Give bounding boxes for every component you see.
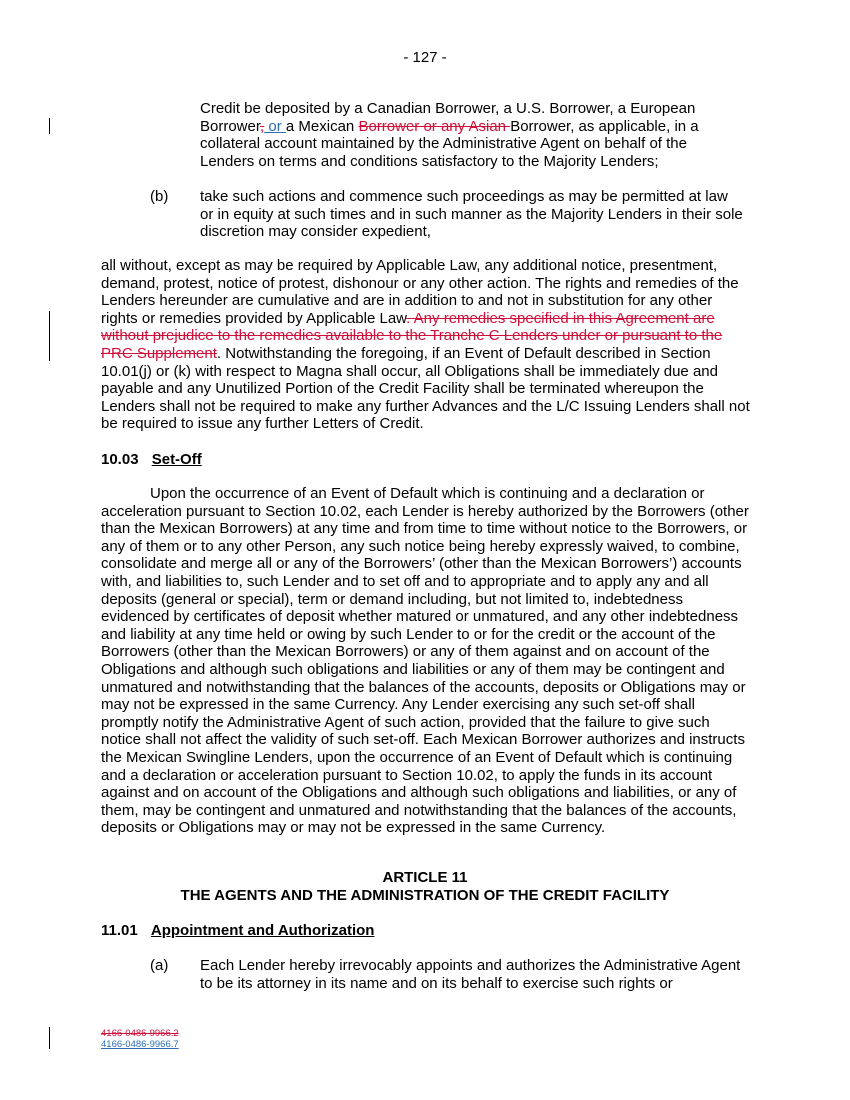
paragraph-continuation: Credit be deposited by a Canadian Borrower, a U.S. Borrower, a European Borrower, or a Mexican Borrower or any Asian Borrower, as applicable, in a collateral account maintained by the Administrative Agent on behalf of the Lenders on terms and conditions satisfactory to the Majority Lenders; xyxy=(200,100,699,170)
item-b-text: take such actions and commence such proceedings as may be permitted at law or in equity at such times and in such manner as the Majority Lenders in their sole discretion may consider expedient, xyxy=(200,188,743,241)
section-number: 11.01 xyxy=(101,922,138,939)
section-title: Set-Off xyxy=(151,451,202,468)
article-title: THE AGENTS AND THE ADMINISTRATION OF THE CREDIT FACILITY xyxy=(180,887,670,904)
section-heading-1101 xyxy=(101,922,374,940)
footer-inserted-doc-id: 4166-0486-9966.7 xyxy=(101,1039,179,1050)
item-b-label: (b) xyxy=(150,188,169,205)
deleted-text: . Any remedies specified in this Agreement are without prejudice to the remedies available to the Tranche C Lenders under or pursuant to the PRC Supplement xyxy=(101,309,723,362)
paragraph-remedies: all without, except as may be required by Applicable Law, any additional notice, presentment, demand, protest, notice of protest, dishonour or any other action. The rights and remedies of the Lenders hereunder are cumulative and are in addition to and not in substitution for any other rights or remedies provided by Applicable Law. Any remedies specified in this Agreement are without prejudice to the remedies available to the Tranche C Lenders under or pursuant to the PRC Supplement. Notwithstanding the foregoing, if an Event of Default described in Section 10.01(j) or (k) with respect to Magna shall occur, all Obligations shall be immediately due and payable and any Unutilized Portion of the Credit Facility shall be terminated whereupon the Lenders shall not be required to make any further Advances and the L/C Issuing Lenders shall not be required to issue any further Letters of Credit. xyxy=(101,257,750,433)
section-title: Appointment and Authorization xyxy=(150,922,375,939)
deleted-text: , xyxy=(260,117,265,135)
set-off-paragraph: Upon the occurrence of an Event of Default which is continuing and a declaration or acceleration pursuant to Section 10.02, each Lender is hereby authorized by the Borrowers (other than the Mexican Borrowers) at any time and from time to time without notice to the Borrowers, or any of them or to any other Person, any such notice being hereby expressly waived, to combine, consolidate and merge all or any of the Borrowers’ (other than the Mexican Borrowers’) accounts with, and liabilities to, such Lender and to set off and to appropriate and to apply any and all deposits (general or special), term or demand including, but not limited to, indebtedness evidenced by certificates of deposit whether matured or unmatured, and any other indebtedness and liability at any time held or owing by such Lender to or for the credit or the account of the Borrowers (other than the Mexican Borrowers) or any of them against and on account of the Obligations and although such obligations and liabilities or any of them may be contingent and unmatured and notwithstanding that the balances of the accounts, deposits or Obligations may or may not be expressed in the same Currency. Any Lender exercising any such set-off shall promptly notify the Administrative Agent of such action, provided that the failure to give such notice shall not affect the validity of such set-off. Each Mexican Borrower authorizes and instructs the Mexican Swingline Lenders, upon the occurrence of an Event of Default which is continuing and a declaration or acceleration pursuant to Section 10.02, to apply the funds in its account against and on account of the Obligations and although such obligations and liabilities, or any of them, may be contingent and unmatured and notwithstanding that the balances of the accounts, deposits or Obligations may or may not be expressed in the same Currency. xyxy=(101,485,749,837)
article-number: ARTICLE 11 xyxy=(382,869,468,886)
deleted-text: Borrower or any Asian xyxy=(358,117,511,135)
item-a-label: (a) xyxy=(150,957,169,974)
change-bar xyxy=(49,311,50,361)
change-bar xyxy=(49,1027,50,1049)
change-bar xyxy=(49,118,50,134)
section-heading-1003 xyxy=(101,451,202,469)
section-number: 10.03 xyxy=(101,451,139,468)
footer-deleted-doc-id: 4166-0486-9966.2 xyxy=(101,1028,179,1039)
inserted-text: or xyxy=(264,117,286,135)
item-a-text: Each Lender hereby irrevocably appoints and authorizes the Administrative Agent to be its attorney in its name and on its behalf to exercise such rights or xyxy=(200,957,741,992)
page-number: - 127 - xyxy=(403,49,447,66)
